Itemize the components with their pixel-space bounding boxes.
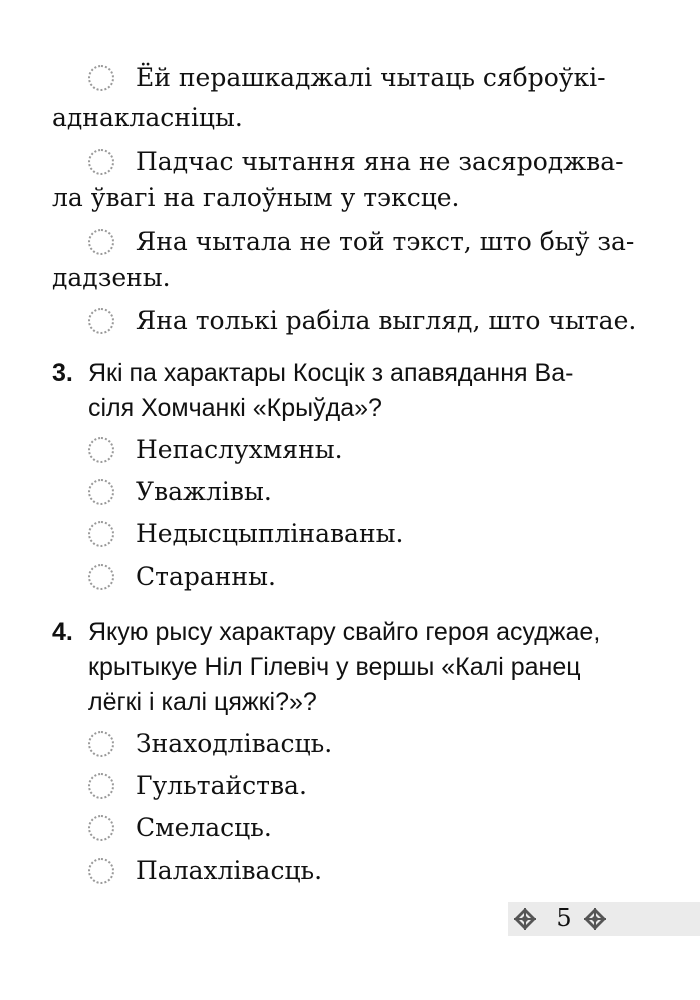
option-radio-row[interactable] — [88, 813, 648, 843]
question-number: 4. — [52, 618, 73, 646]
option-radio-row[interactable] — [88, 63, 648, 93]
radio-button[interactable] — [88, 437, 114, 463]
option-radio-row[interactable] — [88, 519, 648, 549]
option-radio-row[interactable] — [88, 435, 648, 465]
radio-button[interactable] — [88, 564, 114, 590]
option-text: Яна толькі рабіла выгляд, што чытае. — [136, 306, 637, 335]
radio-button[interactable] — [88, 858, 114, 884]
option-text: Палахлівасць. — [136, 856, 323, 885]
radio-button[interactable] — [88, 815, 114, 841]
option-radio-row[interactable] — [88, 729, 648, 759]
option-text: Непаслухмяны. — [136, 435, 343, 464]
option-radio-row[interactable] — [88, 856, 648, 886]
option-radio-row[interactable] — [88, 477, 648, 507]
option-text: Гультайства. — [136, 771, 307, 800]
radio-button[interactable] — [88, 308, 114, 334]
radio-button[interactable] — [88, 773, 114, 799]
option-text: Яна чытала не той тэкст, што быў за- — [136, 227, 635, 256]
question-text: Які па характары Косцік з апавядання Ва- — [88, 359, 574, 387]
option-radio-row[interactable] — [88, 147, 648, 177]
question-text: крытыкуе Ніл Гілевіч у вершы «Калі ранец — [88, 653, 581, 681]
ornament-icon — [514, 908, 536, 930]
radio-button[interactable] — [88, 65, 114, 91]
question-text: лёгкі і калі цяжкі?»? — [88, 688, 317, 716]
option-text: Смеласць. — [136, 813, 272, 842]
radio-button[interactable] — [88, 521, 114, 547]
question-text: сіля Хомчанкі «Крыўда»? — [88, 394, 382, 422]
radio-button[interactable] — [88, 479, 114, 505]
radio-button[interactable] — [88, 229, 114, 255]
option-radio-row[interactable] — [88, 227, 648, 257]
page-footer — [508, 902, 700, 936]
question-number: 3. — [52, 359, 73, 387]
option-radio-row[interactable] — [88, 771, 648, 801]
option-text: Знаходлівасць. — [136, 729, 333, 758]
radio-button[interactable] — [88, 149, 114, 175]
option-text-continuation: аднакласніцы. — [52, 103, 243, 132]
radio-button[interactable] — [88, 731, 114, 757]
option-text-continuation: ла ўвагі на галоўным у тэксце. — [52, 183, 460, 212]
option-radio-row[interactable] — [88, 306, 648, 336]
option-text: Ёй перашкаджалі чытаць сяброўкі- — [136, 63, 606, 92]
page-number: 5 — [556, 904, 572, 932]
option-text: Падчас чытання яна не засяроджва- — [136, 147, 624, 176]
option-text: Старанны. — [136, 562, 276, 591]
question-text: Якую рысу характару свайго героя асуджае, — [88, 618, 601, 646]
option-radio-row[interactable] — [88, 562, 648, 592]
option-text-continuation: дадзены. — [52, 263, 171, 292]
option-text: Недысцыплінаваны. — [136, 519, 404, 548]
ornament-icon — [584, 908, 606, 930]
option-text: Уважлівы. — [136, 477, 272, 506]
